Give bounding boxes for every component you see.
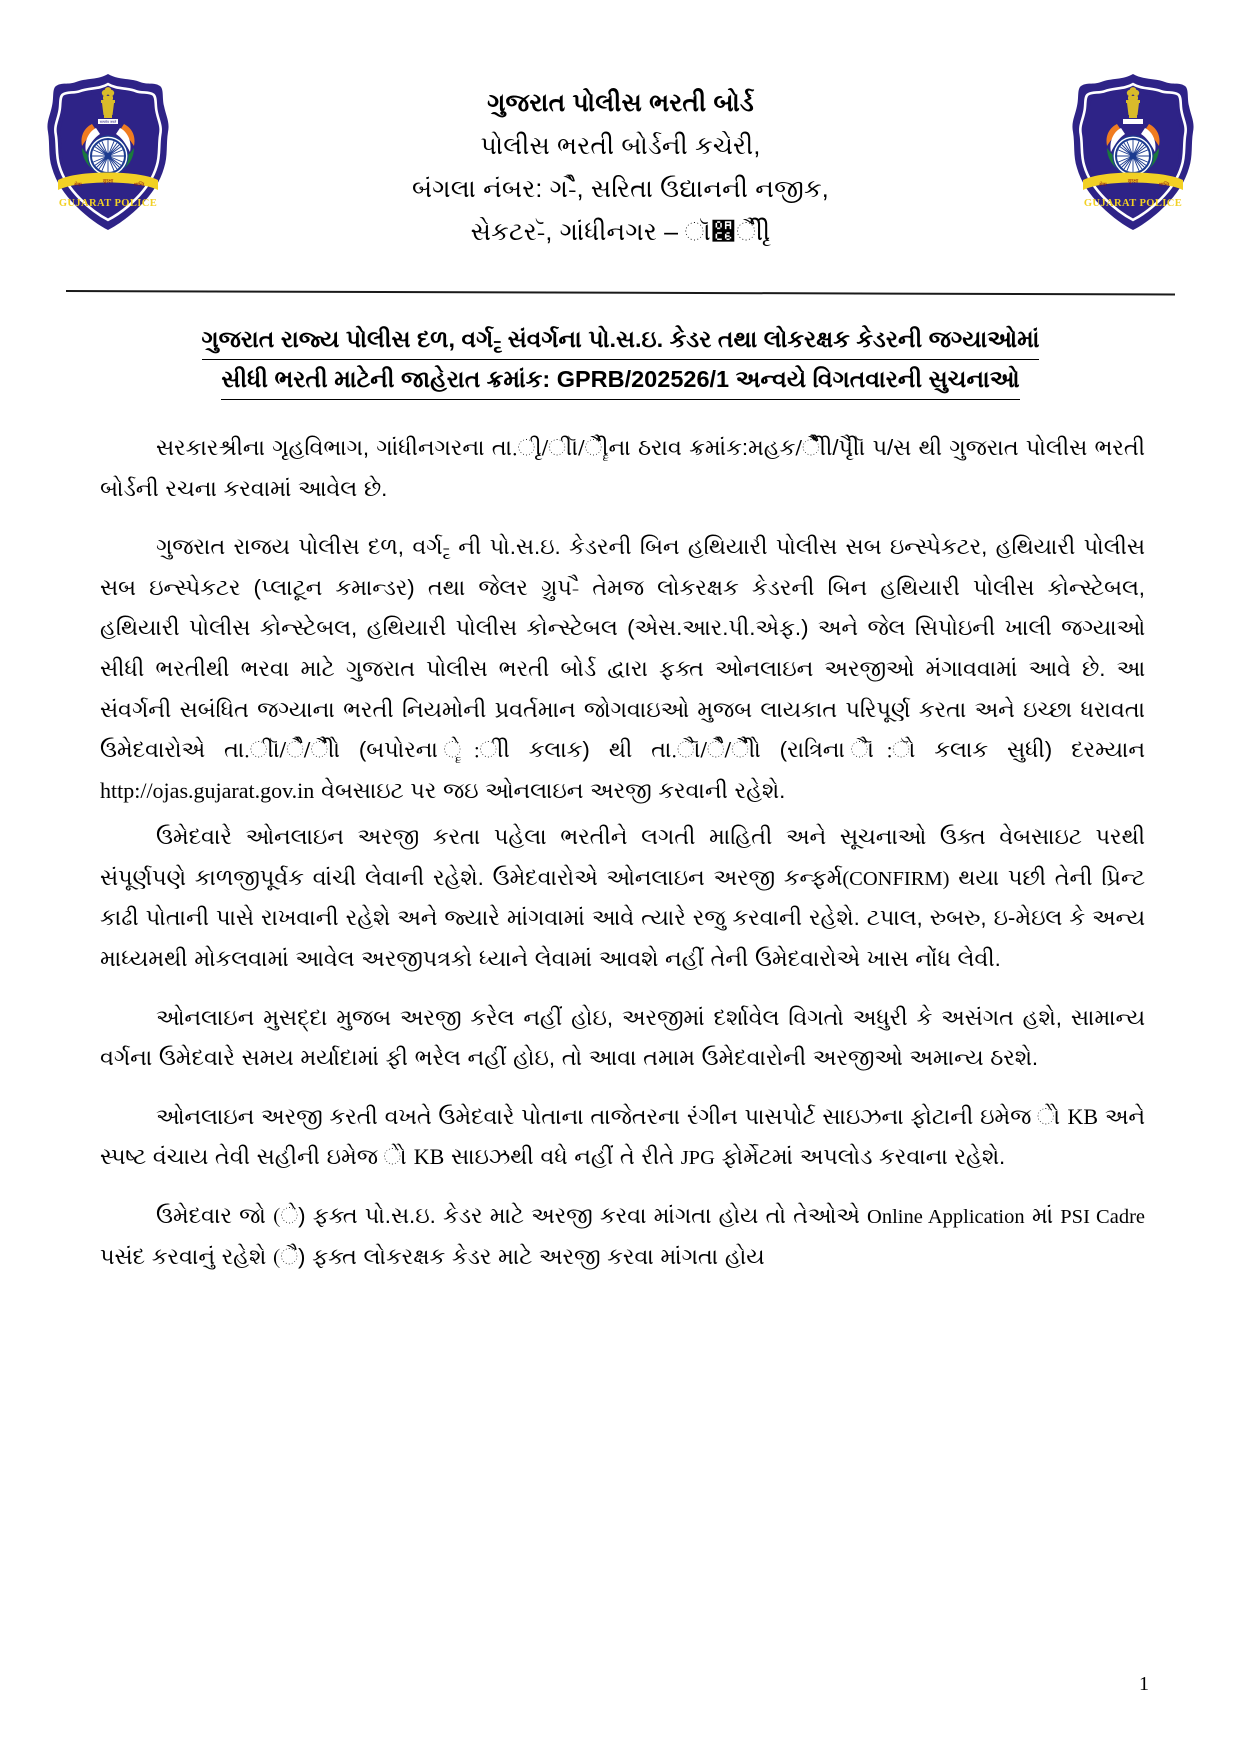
gujarat-police-badge-right-icon: [1067, 72, 1199, 232]
document-header: [0, 0, 1241, 272]
header-divider: [66, 286, 1175, 298]
paragraph-6-part-a: ઉમેદવાર જો (ે) ફક્ત પો.સ.ઇ. કેડર માટે અરજી કરવા માંગતા હોય તો તેઓએ: [156, 1202, 868, 1228]
photo-size-kb: KB: [1067, 1103, 1099, 1129]
signature-size-kb: KB: [413, 1144, 445, 1170]
paragraph-5-part-a: ઓનલાઇન અરજી કરતી વખતે ઉમેદવારે પોતાના તાજેતરના રંગીન પાસપોર્ટ સાઇઝના ફોટાની ઇમેજ ેો: [156, 1103, 1068, 1129]
badge-motto-left-2: सेवा: [1099, 182, 1107, 188]
paragraph-5-part-c: સાઇઝથી વધે નહીં તે રીતે: [444, 1144, 681, 1170]
paragraph-6: [100, 1196, 1145, 1277]
header-line-office: પોલીસ ભરતી બોર્ડની કચેરી,: [480, 132, 761, 160]
jpg-format-keyword: JPG: [680, 1147, 715, 1170]
badge-label-text: GUJARAT POLICE: [58, 198, 158, 209]
paragraph-3-part-a: ઉમેદવારે ઓનલાઇન અરજી કરતા પહેલા ભરતીને લગતી માહિતી અને સૂચનાઓ ઉક્ત વેબસાઇટ પરથી સંપૂર્ણપણે કાળજીપૂર્વક વાંચી લેવાની રહેશે. ઉમેદવારોએ ઓનલાઇન અરજી કન્ફર્મ: [100, 824, 1145, 890]
badge-emblem-motto: सत्यमेव जयते: [99, 120, 117, 125]
title-line-1: ગુજરાત રાજ્ય પોલીસ દળ, વર્ગ-ૃ સંવર્ગના પો.સ.ઇ. કેડર તથા લોકરક્ષક કેડરની જગ્યાઓમાં: [202, 320, 1040, 360]
page-number: 1: [1139, 1673, 1149, 1695]
paragraph-5: [100, 1097, 1145, 1178]
paragraph-6-part-c: પસંદ કરવાનું રહેશે (ૈ) ફક્ત લોકરક્ષક કેડર માટે અરજી કરવા માંગતા હોય: [100, 1243, 765, 1269]
paragraph-1: સરકારશ્રીના ગૃહવિભાગ, ગાંધીનગરના તા.ીૃ/ીૉ/ૈીૈૄના ઠરાવ ક્રમાંક:મહક/ેીૈીેૅ/પૃીૈૉ પ/સ થી ગુજરાત પોલીસ ભરતી બોર્ડની રચના કરવામાં આવેલ છે.: [100, 435, 1145, 501]
document-body: [100, 428, 1145, 1277]
paragraph-2-part-a: ગુજરાત રાજય પોલીસ દળ, વર્ગ-ૃ ની પો.સ.ઇ. કેડરની બિન હથિયારી પોલીસ સબ ઇન્સ્પેકટર, હથિયારી પોલીસ સબ ઇન્સ્પેકટર (પ્લાટૂન કમાન્ડર) તથા જેલર ગ્રુપ-ૈ તેમજ લોકરક્ષક કેડરની બિન હથિયારી પોલીસ કોન્સ્ટેબલ, હથિયારી પોલીસ કોન્સ્ટેબલ, હથિયારી પોલીસ કોન્સ્ટેબલ (એસ.આર.પી.એફ.) અને જેલ સિપોઇની ખાલી જગ્યાઓ સીધી ભરતીથી ભરવા માટે ગુજરાત પોલીસ ભરતી બોર્ડ દ્વારા ફક્ત ઓનલાઇન અરજીઓ મંગાવવામાં આવે છે. આ સંવર્ગની સબંધિત જગ્યાના ભરતી નિયમોની પ્રવર્તમાન જોગવાઇઓ મુજબ લાયકાત પરિપૂર્ણ કરતા અને ઇચ્છા ધરાવતા ઉમેદવારોએ તા.ીૉ/ેૈ/ૈીૈો (બપોરના ેૄ:ીી કલાક) થી તા.ૈૉ/ેૈ/ૈીૈો (રાત્રિના ૈૉ:ોૅ કલાક સુધી) દરમ્યાન: [100, 534, 1145, 763]
badge-motto-center-2: सुरक्षा: [1127, 178, 1139, 185]
paragraph-3-part-b: થયા પછી તેની પ્રિન્ટ કાઢી પોતાની પાસે રાખવાની રહેશે અને જ્યારે માંગવામાં આવે ત્યારે રજુ કરવાની રહેશે. ટપાલ, રુબરુ, ઇ-મેઇલ કે અન્ય માધ્યમથી મોકલવામાં આવેલ અરજીપત્રકો ધ્યાને લેવામાં આવશે નહીં તેની ઉમેદવારોએ ખાસ નોંધ લેવી.: [100, 864, 1145, 972]
psi-cadre-keyword: PSI Cadre: [1060, 1205, 1146, 1228]
paragraph-2: [100, 527, 1145, 811]
gujarat-police-badge-left-icon: [42, 72, 174, 232]
advertisement-title: [80, 320, 1161, 400]
badge-motto-left: सेवा: [74, 182, 82, 188]
badge-motto-right-2: शान्ति: [1158, 182, 1170, 188]
header-address-block: [174, 72, 1067, 254]
paragraph-5-part-d: ફોર્મેટમાં અપલોડ કરવાના રહેશે.: [714, 1144, 1006, 1170]
paragraph-3: [100, 817, 1145, 979]
paragraph-2-part-b: વેબસાઇટ પર જઇ ઓનલાઇન અરજી કરવાની રહેશે.: [314, 777, 786, 803]
title-line-2: [221, 360, 1019, 400]
header-line-board-name: ગુજરાત પોલીસ ભરતી બોર્ડ: [487, 89, 754, 117]
title-line-2-prefix: સીધી ભરતી માટેની જાહેરાત ક્રમાંક:: [221, 366, 557, 393]
confirm-keyword: (CONFIRM): [842, 867, 950, 890]
header-line-address: બંગલા નંબર: ગ-ેૈ, સરિતા ઉદ્યાનની નજીક,: [412, 175, 829, 203]
paragraph-4: ઓનલાઇન મુસદ્દા મુજબ અરજી કરેલ નહીં હોઇ, અરજીમાં દર્શાવેલ વિગતો અધુરી કે અસંગત હશે, સામાન્ય વર્ગના ઉમેદવારે સમય મર્યાદામાં ફી ભરેલ નહીં હોઇ, તો આવા તમામ ઉમેદવારોની અરજીઓ અમાન્ય ઠરશે.: [100, 1004, 1145, 1071]
header-divider-line: [66, 290, 1175, 295]
ojas-website-url[interactable]: http://ojas.gujarat.gov.in: [100, 777, 315, 803]
paragraph-5-part-b: અને સ્પષ્ટ વંચાય તેવી સહીની ઇમેજ ેો: [100, 1103, 1145, 1170]
badge-label-text-2: GUJARAT POLICE: [1083, 198, 1183, 209]
paragraph-6-part-b: માં: [1024, 1202, 1061, 1228]
badge-motto-right: शान्ति: [133, 182, 145, 188]
online-application-keyword: Online Application: [867, 1205, 1025, 1228]
advertisement-number: GPRB/202526/1: [556, 366, 730, 393]
badge-motto-center: सुरक्षा: [102, 178, 114, 185]
header-line-city-pin: સેકટર-ૅ, ગાંધીનગર – ૉ૆ૈીીૃ: [470, 218, 771, 246]
title-line-2-suffix: અન્વયે વિગતવારની સુચનાઓ: [729, 366, 1020, 393]
